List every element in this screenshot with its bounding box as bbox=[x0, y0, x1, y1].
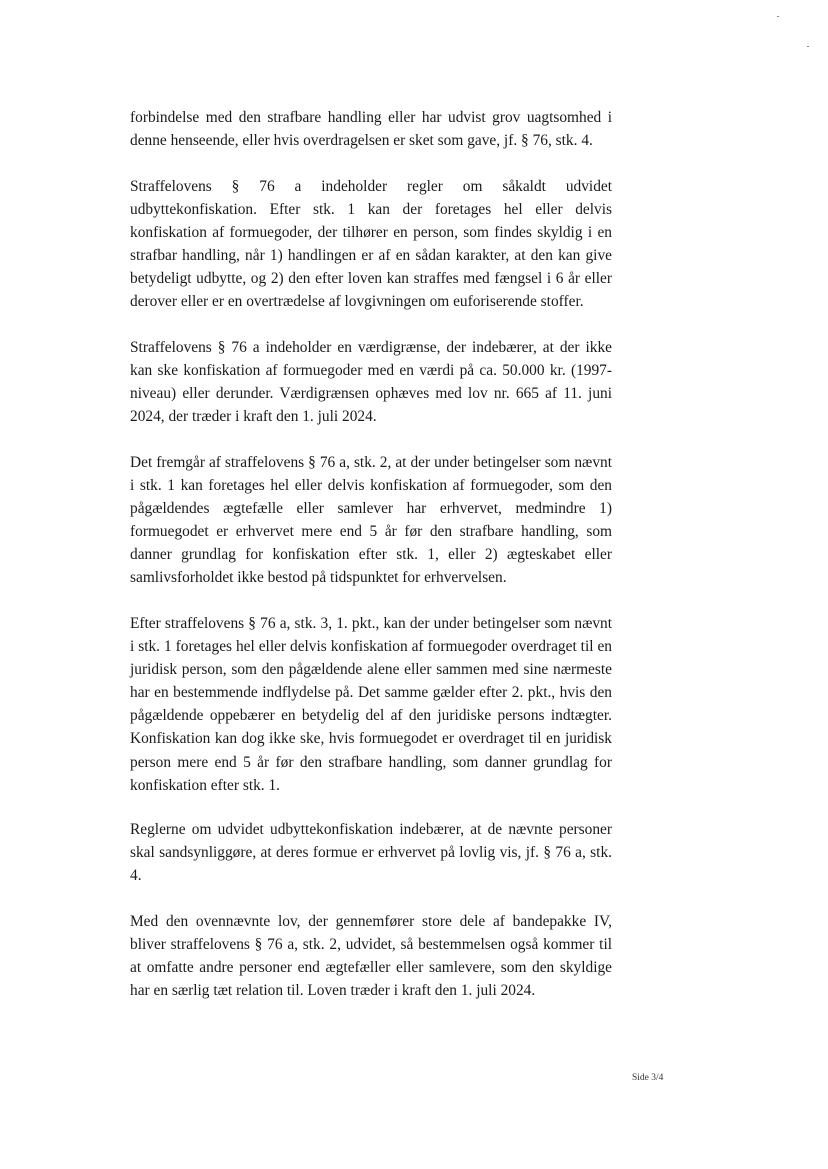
scan-speck bbox=[777, 16, 779, 17]
paragraph-2: Straffelovens § 76 a indeholder regler om såkaldt udvidet udbyttekonfiskation. Efter stk. 1 kan der foretages hel eller delvis konfiskation af formuegoder, der tilhører en person, som findes skyldig i en strafbar handling, når 1) handlingen er af en sådan karakter, at den kan give betydeligt udbytte, og 2) den efter loven kan straffes med fængsel i 6 år eller derover eller er en overtrædelse af lovgivningen om euforiserende stoffer. bbox=[130, 178, 612, 311]
scan-speck bbox=[807, 46, 809, 47]
paragraph-5: Efter straffelovens § 76 a, stk. 3, 1. pkt., kan der under betingelser som nævnt i stk. 1 foretages hel eller delvis konfiskation af formuegoder overdraget til en juridisk person, som den pågældende alene eller sammen med sine nærmeste har en bestemmende indflydelse på. Det samme gælder efter 2. pkt., hvis den pågældende oppebærer en betydelig del af den juridiske persons indtægter. Konfiskation kan dog ikke ske, hvis formuegodet er overdraget til en juridisk person mere end 5 år før den strafbare handling, som danner grundlag for konfiskation efter stk. 1. bbox=[130, 615, 612, 794]
paragraph-1: forbindelse med den strafbare handling eller har udvist grov uagtsomhed i denne henseende, eller hvis overdragelsen er sket som gave, jf. § 76, stk. 4. bbox=[130, 109, 612, 150]
paragraph-6: Reglerne om udvidet udbyttekonfiskation indebærer, at de nævnte personer skal sandsynliggøre, at deres formue er erhvervet på lovlig vis, jf. § 76 a, stk. 4. bbox=[130, 821, 612, 885]
page-number: Side 3/4 bbox=[632, 1073, 664, 1083]
paragraph-3: Straffelovens § 76 a indeholder en værdigrænse, der indebærer, at der ikke kan ske konfiskation af formuegoder med en værdi på ca. 50.000 kr. (1997-niveau) eller derunder. Værdigrænsen ophæves med lov nr. 665 af 11. juni 2024, der træder i kraft den 1. juli 2024. bbox=[130, 339, 612, 426]
paragraph-7: Med den ovennævnte lov, der gennemfører store dele af bandepakke IV, bliver straffelovens § 76 a, stk. 2, udvidet, så bestemmelsen også kommer til at omfatte andre personer end ægtefæller eller samlevere, som den skyldige har en særlig tæt relation til. Loven træder i kraft den 1. juli 2024. bbox=[130, 913, 612, 1000]
paragraph-4: Det fremgår af straffelovens § 76 a, stk. 2, at der under betingelser som nævnt i stk. 1 kan foretages hel eller delvis konfiskation af formuegoder, som den pågældendes ægtefælle eller samlever har erhvervet, medmindre 1) formuegodet er erhvervet mere end 5 år før den strafbare handling, som danner grundlag for konfiskation efter stk. 1, eller 2) ægteskabet eller samlivsforholdet ikke bestod på tidspunktet for erhvervelsen. bbox=[130, 454, 612, 587]
